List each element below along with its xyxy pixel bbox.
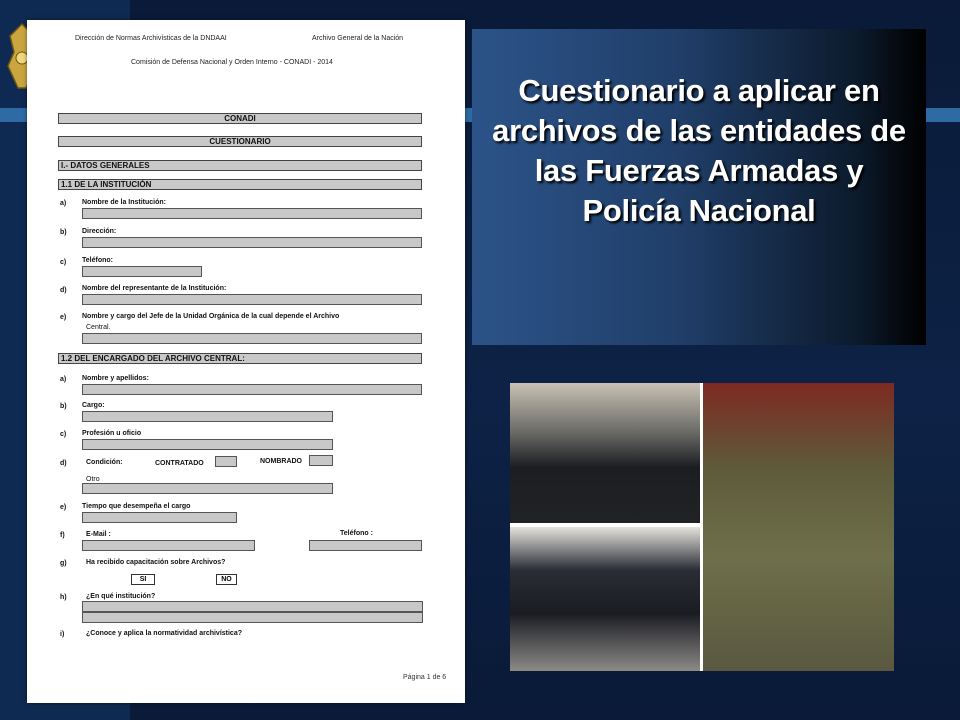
- question-label: ¿En qué institución?: [86, 593, 156, 600]
- question-label: Ha recibido capacitación sobre Archivos?: [86, 559, 226, 566]
- option-si[interactable]: SI: [131, 574, 155, 585]
- photo-navy-march: [510, 527, 700, 671]
- option-nombrado-label: NOMBRADO: [260, 458, 302, 465]
- photo-police-parade: [510, 383, 700, 523]
- doc-header-center: Comisión de Defensa Nacional y Orden Interno - CONADI - 2014: [131, 59, 333, 66]
- question-letter: d): [60, 460, 67, 467]
- slide-title: Cuestionario a aplicar en archivos de las entidades de las Fuerzas Armadas y Policía Nacional: [492, 73, 906, 228]
- page-indicator: Página 1 de 6: [403, 674, 447, 681]
- question-letter: b): [60, 403, 67, 410]
- question-label: Condición:: [86, 459, 123, 466]
- field-institucion-1[interactable]: [82, 601, 423, 612]
- question-label: Nombre y cargo del Jefe de la Unidad Orgánica de la cual depende el Archivo: [82, 313, 340, 320]
- question-letter: f): [60, 532, 65, 539]
- option-contratado-label: CONTRATADO: [155, 460, 204, 467]
- option-no[interactable]: NO: [216, 574, 237, 585]
- question-letter: e): [60, 314, 67, 321]
- field-representante[interactable]: [82, 294, 422, 305]
- bar-institucion: 1.1 DE LA INSTITUCIÓN: [58, 179, 422, 190]
- field-email[interactable]: [82, 540, 255, 551]
- question-label: Dirección:: [82, 228, 117, 235]
- checkbox-contratado[interactable]: [215, 456, 237, 467]
- field-telefono[interactable]: [82, 266, 202, 277]
- bar-encargado: 1.2 DEL ENCARGADO DEL ARCHIVO CENTRAL:: [58, 353, 422, 364]
- option-otro-label: Otro: [86, 476, 100, 483]
- bar-datos-generales: I.- DATOS GENERALES: [58, 160, 422, 171]
- question-label: Nombre del representante de la Institución:: [82, 285, 227, 292]
- bar-conadi: CONADI: [58, 113, 422, 124]
- photo-collage: [510, 383, 894, 671]
- field-nombre-apellidos[interactable]: [82, 384, 422, 395]
- question-label: Teléfono:: [82, 257, 113, 264]
- doc-header-right: Archivo General de la Nación: [312, 35, 404, 42]
- collage-divider-horizontal: [510, 523, 700, 527]
- field-cargo[interactable]: [82, 411, 333, 422]
- collage-divider-vertical: [700, 383, 703, 671]
- field-otro[interactable]: [82, 483, 333, 494]
- photo-soldiers-rifles: [703, 383, 894, 671]
- doc-header-left: Dirección de Normas Archivísticas de la DNDAAI: [75, 35, 227, 42]
- title-panel: [472, 29, 926, 345]
- question-label-right: Teléfono :: [340, 530, 373, 537]
- question-label: Nombre y apellidos:: [82, 375, 149, 382]
- questionnaire-document: [27, 20, 465, 703]
- question-label: Nombre de la Institución:: [82, 199, 167, 206]
- field-telefono-encargado[interactable]: [309, 540, 422, 551]
- question-label: ¿Conoce y aplica la normatividad archivística?: [86, 630, 242, 637]
- question-letter: a): [60, 376, 67, 383]
- field-direccion[interactable]: [82, 237, 422, 248]
- question-letter: d): [60, 287, 67, 294]
- question-label: E-Mail :: [86, 531, 111, 538]
- question-letter: a): [60, 200, 67, 207]
- question-letter: e): [60, 504, 67, 511]
- field-profesion[interactable]: [82, 439, 333, 450]
- question-letter: h): [60, 594, 67, 601]
- question-letter: c): [60, 431, 67, 438]
- question-label: Cargo:: [82, 402, 105, 409]
- field-institucion-2[interactable]: [82, 612, 423, 623]
- question-letter: c): [60, 259, 67, 266]
- question-letter: g): [60, 560, 67, 567]
- bar-cuestionario: CUESTIONARIO: [58, 136, 422, 147]
- question-letter: i): [60, 631, 65, 638]
- question-label: Tiempo que desempeña el cargo: [82, 503, 191, 510]
- question-letter: b): [60, 229, 67, 236]
- field-nombre-institucion[interactable]: [82, 208, 422, 219]
- field-jefe-unidad[interactable]: [82, 333, 422, 344]
- question-label-cont: Central.: [86, 324, 111, 331]
- field-tiempo-cargo[interactable]: [82, 512, 237, 523]
- question-label: Profesión u oficio: [82, 430, 142, 437]
- checkbox-nombrado[interactable]: [309, 455, 333, 466]
